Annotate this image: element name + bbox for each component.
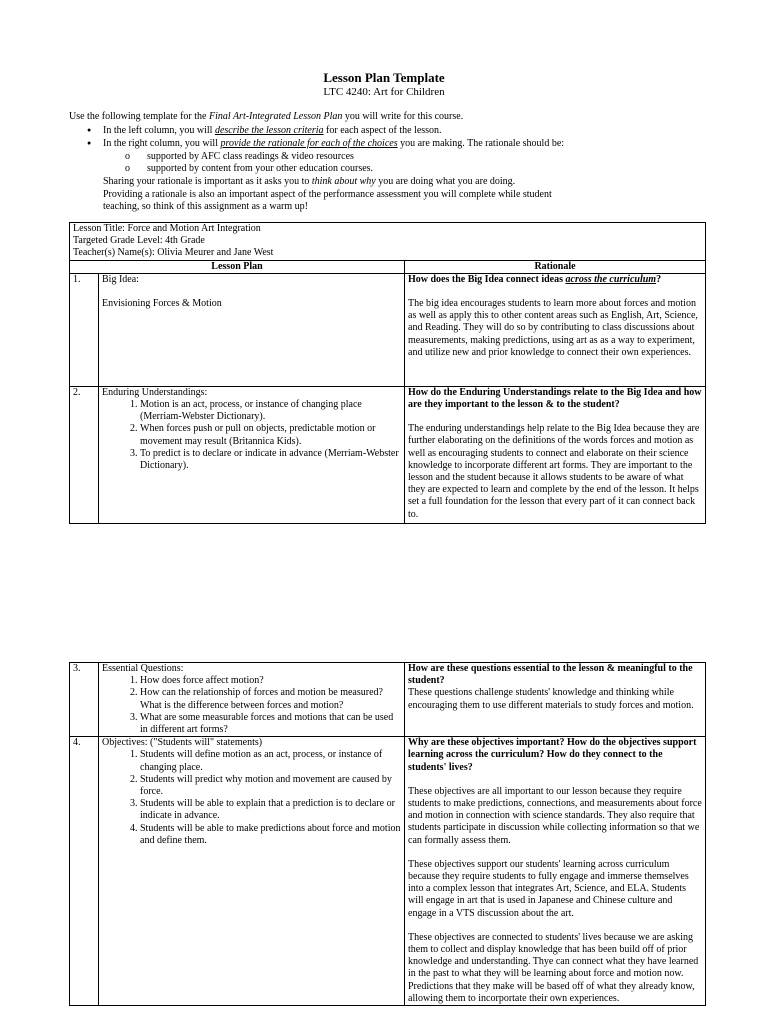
instructions [69, 111, 709, 214]
rationale-header: Rationale [405, 260, 706, 273]
essential-questions-rationale: How are these questions essential to the lesson & meaningful to the student? These questions challenge students' knowledge and thinking while encouraging them to use different materials to study forces and motion. [405, 663, 706, 737]
essential-questions-cell: Essential Questions: 1. How does force affect motion? 2. How can the relationship of forces and motion be measured? What is the difference between forces and motion? 3. What are some measurable forces and motions that can be used in different art forms? [99, 663, 405, 737]
row-number: 1. [70, 273, 99, 386]
enduring-understandings-rationale: How do the Enduring Understandings relate to the Big Idea and how are they important to the lesson & to the student? The enduring understandings help relate to the Big Idea because they are further elaborating on the definitions of the words forces and motion as well as encouraging students to connect and elaborate on their science knowledge to incorporate different art forms. They are important to the lesson and the student because it allows students to be aware of what they are expected to learn and complete by the end of the lesson. It helps set a full foundation for the lesson that every part of it can connect back to. [405, 386, 706, 523]
table-row [70, 737, 706, 1006]
lesson-title: Lesson Title: Force and Motion Art Integration [73, 223, 261, 234]
lesson-plan-header: Lesson Plan [70, 260, 405, 273]
lesson-info-cell [70, 223, 706, 261]
instructions-bullet: ● In the right column, you will provide the rationale for each of the choices you are making. The rationale should be: [87, 137, 709, 151]
lesson-plan-table-page1 [69, 222, 706, 524]
row-number: 2. [70, 386, 99, 523]
big-idea-cell: Big Idea: Envisioning Forces & Motion [99, 273, 405, 386]
instructions-note: Providing a rationale is also an important aspect of the performance assessment you will complete while student [103, 188, 552, 200]
lesson-plan-table-page2 [69, 662, 706, 1006]
big-idea-rationale: How does the Big Idea connect ideas across the curriculum? The big idea encourages students to learn more about forces and motion as well as apply this to other content areas such as English, Art, Science, and Reading. They will do so by contributing to class discussions about measurements, making predictions, using art as as a way to experiment, and utilize new and prior knowledge to connect their own experiences. [405, 273, 706, 386]
instructions-subbullet: o supported by content from your other education courses. [125, 163, 709, 176]
row-number: 3. [70, 663, 99, 737]
instructions-subbullet: o supported by AFC class readings & video resources [125, 151, 709, 164]
objectives-rationale: Why are these objectives important? How do the objectives support learning across the curriculum? How do they connect to the students' lives? These objectives are all important to our lesson because they require students to make predictions, connections, and measurements about force and motion in connection with science standards. They also require that students participate in discussion while collecting information so that we can formally assess them. These objectives support our students' learning across curriculum because they require students to fully engage and immerse themselves into a complex lesson that integrates Art, Science, and ELA. Students will engage in art that is used in Japanese and Chinese culture and engage in a VTS discussion about the art. These objectives are connected to students' lives because we are asking them to collect and display knowledge that has been build off of prior knowledge and understanding. Thye can connect what they have learned in the past to what they will be learning about force and motion now. Predictions that they make will be based off of what they already know, allowing them to incorportate their own experiences. [405, 737, 706, 1006]
enduring-understandings-cell: Enduring Understandings: 1. Motion is an act, process, or instance of changing place (Merriam-Webster Dictionary). 2. When forces push or pull on objects, predictable motion or movement may result (Britannica Kids). 3. To predict is to declare or indicate in advance (Merriam-Webster Dictionary). [99, 386, 405, 523]
table-row [70, 273, 706, 386]
objectives-cell: Objectives: ("Students will" statements) 1. Students will define motion as an act, process, or instance of changing place. 2. Students will predict why motion and movement are caused by force. 3. Students will be able to explain that a prediction is to declare or indicate in advance. 4. Students will be able to make predictions about force and motion and define them. [99, 737, 405, 1006]
row-number: 4. [70, 737, 99, 1006]
table-row [70, 663, 706, 737]
instructions-note: Sharing your rationale is important as it asks you to think about why you are doing what you are doing. [103, 175, 516, 187]
instructions-note: teaching, so think of this assignment as a warm up! [103, 201, 308, 213]
instructions-bullet: ● In the left column, you will describe the lesson criteria for each aspect of the lesson. [87, 124, 709, 138]
page-subtitle: LTC 4240: Art for Children [323, 86, 445, 98]
grade-level: Targeted Grade Level: 4th Grade [73, 235, 205, 247]
teacher-names: Teacher(s) Name(s): Olivia Meurer and Jane West [73, 247, 274, 259]
page-title: Lesson Plan Template [323, 70, 445, 85]
table-row [70, 386, 706, 523]
instructions-line: Use the following template for the Final Art-Integrated Lesson Plan you will write for this course. [69, 111, 464, 122]
